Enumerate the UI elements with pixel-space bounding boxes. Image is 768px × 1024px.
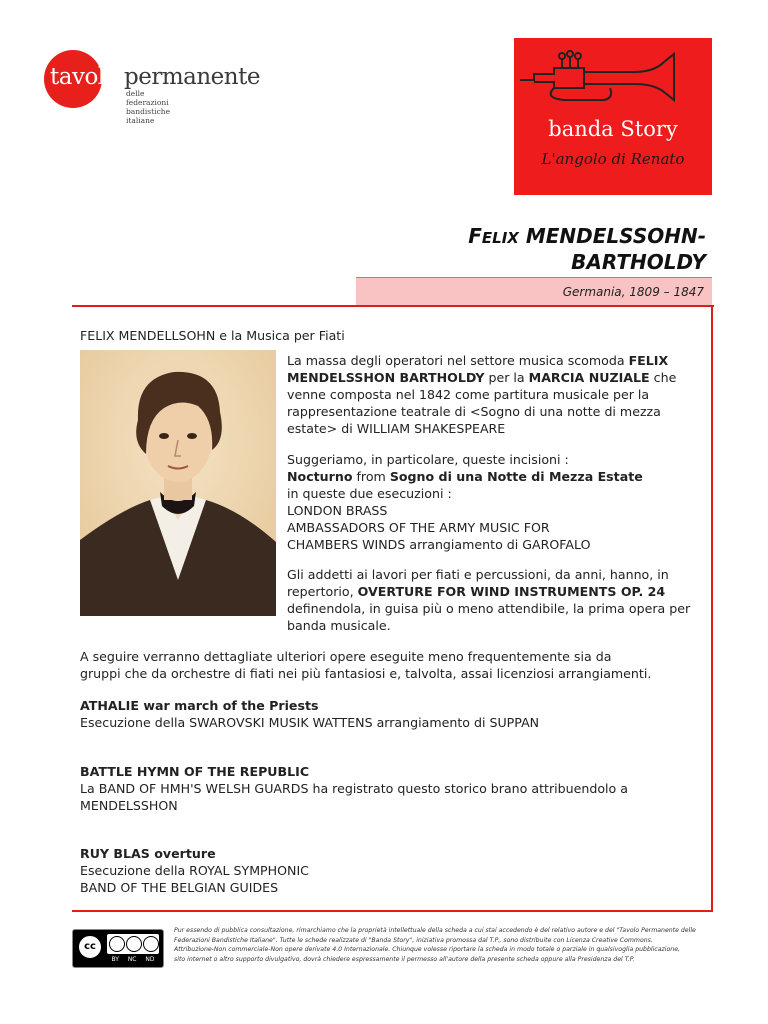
- composer-title-line1: [468, 224, 706, 248]
- frame-top-line: [72, 305, 714, 307]
- frame-bottom-line: [72, 910, 713, 912]
- cc-icon: cc: [77, 934, 103, 960]
- nd-icon: [143, 936, 159, 952]
- p3-overture: OVERTURE FOR WIND INSTRUMENTS OP. 24: [357, 584, 666, 599]
- p2-two-executions: in queste due esecuzioni :: [287, 486, 452, 501]
- p3-text-c: definendola, in guisa più o meno attendibile, la prima opera per banda musicale.: [287, 601, 691, 633]
- p4-line1: A seguire verranno dettagliate ulteriori opere eseguite meno frequentemente sia da: [80, 649, 612, 664]
- work-title: BATTLE HYMN OF THE REPUBLIC: [80, 764, 310, 779]
- work-line: Esecuzione della ROYAL SYMPHONIC: [80, 863, 309, 878]
- p1-text-a: La massa degli operatori nel settore musica scomoda: [287, 353, 629, 368]
- frame-right-line: [711, 305, 713, 911]
- p2-piece: [287, 468, 707, 485]
- work-title: RUY BLAS overture: [80, 846, 216, 861]
- work-line: La BAND OF HMH'S WELSH GUARDS ha registrato questo storico brano attribuendolo a: [80, 781, 628, 796]
- cc-codes: [107, 956, 159, 963]
- title-initial: F: [468, 224, 482, 248]
- title-first-rest: ELIX: [481, 229, 519, 247]
- work-line: Esecuzione della SWAROVSKI MUSIK WATTENS arrangiamento di SUPPAN: [80, 715, 540, 730]
- logo-word-permanente: permanente: [124, 64, 260, 90]
- paragraph-recordings: [287, 451, 707, 553]
- p1-marcia: MARCIA NUZIALE: [528, 370, 650, 385]
- paragraph-wedding-march: [287, 352, 707, 437]
- license-line: Federazioni Bandistiche Italiane". Tutte le schede realizzate di "Banda Story", iniziativa promossa dal T.P., sono distribuite con Licenza Creative Commons.: [174, 936, 653, 944]
- cc-icons-strip: [107, 934, 159, 954]
- work-line: MENDELSSHON: [80, 798, 178, 813]
- p2-sogno: Sogno di una Notte di Mezza Estate: [389, 469, 643, 484]
- p2-ensemble-2-line2: CHAMBERS WINDS arrangiamento di GAROFALO: [287, 537, 591, 552]
- cc-code-nc: NC: [127, 956, 137, 963]
- paragraph-overture: [287, 566, 707, 634]
- license-line: Pur essendo di pubblica consultazione, rimarchiamo che la proprietà intellettuale della scheda a cui stai accedendo è del relativo autore e del "Tavolo Permanente delle: [174, 927, 696, 934]
- logo-word-tavolo: tavolo: [50, 64, 118, 90]
- p4-line2: gruppi che da orchestre di fiati nei più fantasiosi e, talvolta, assai licenziosi arrangiamenti.: [80, 666, 652, 681]
- banda-story-subtitle: L'angolo di Renato: [541, 150, 685, 168]
- logo-subtitle: delle federazioni bandistiche italiane: [126, 89, 171, 125]
- nc-icon: [126, 936, 142, 952]
- license-line: sito internet o altro supporto divulgativo, dovrà chiedere espressamente il permesso all'autore della presente scheda oppure alla Presidenza del T.P.: [174, 955, 635, 963]
- p1-text-e: che venne composta nel 1842 come partitura musicale per la rappresentazione teatrale di <Sogno di una notte di mezza estate> di WILLIAM SHAKESPEARE: [287, 370, 677, 436]
- cc-code-nd: ND: [145, 956, 155, 963]
- work-line: BAND OF THE BELGIAN GUIDES: [80, 880, 279, 895]
- work-battle-hymn: [80, 763, 710, 814]
- by-icon: [109, 936, 125, 952]
- banda-story-title: banda Story: [548, 117, 678, 141]
- p2-intro: Suggeriamo, in particolare, queste incisioni :: [287, 452, 569, 467]
- creative-commons-badge: [72, 929, 164, 968]
- p1-composer: FELIX MENDELSSHON BARTHOLDY: [287, 353, 669, 385]
- title-surname: MENDELSSOHN-: [525, 224, 706, 248]
- p1-text-c: per la: [484, 370, 529, 385]
- origin-text: Germania, 1809 – 1847: [562, 285, 704, 299]
- composer-title-line2: BARTHOLDY: [571, 250, 706, 274]
- p2-ensemble-2-line1: AMBASSADORS OF THE ARMY MUSIC FOR: [287, 520, 550, 535]
- paragraph-further-works: [80, 648, 710, 682]
- p3-text-a: Gli addetti ai lavori per fiati e percussioni, da anni, hanno, in repertorio,: [287, 567, 669, 599]
- p2-from: from: [352, 469, 390, 484]
- work-ruy-blas: [80, 845, 710, 896]
- mendelssohn-portrait-image: [80, 350, 276, 616]
- p2-ensemble-1: LONDON BRASS: [287, 503, 388, 518]
- work-title: ATHALIE war march of the Priests: [80, 698, 319, 713]
- trumpet-icon: [514, 48, 712, 108]
- work-athalie: [80, 697, 710, 731]
- license-line: Attribuzione-Non commerciale-Non opere derivate 4.0 Internazionale. Chiunque volesse riportare la scheda in modo totale o parziale in qualsivoglia pubblicazione,: [174, 946, 680, 954]
- section-heading: FELIX MENDELLSOHN e la Musica per Fiati: [80, 328, 345, 343]
- p2-nocturno: Nocturno: [287, 469, 353, 484]
- license-notice: [174, 926, 714, 964]
- cc-code-by: BY: [111, 956, 119, 963]
